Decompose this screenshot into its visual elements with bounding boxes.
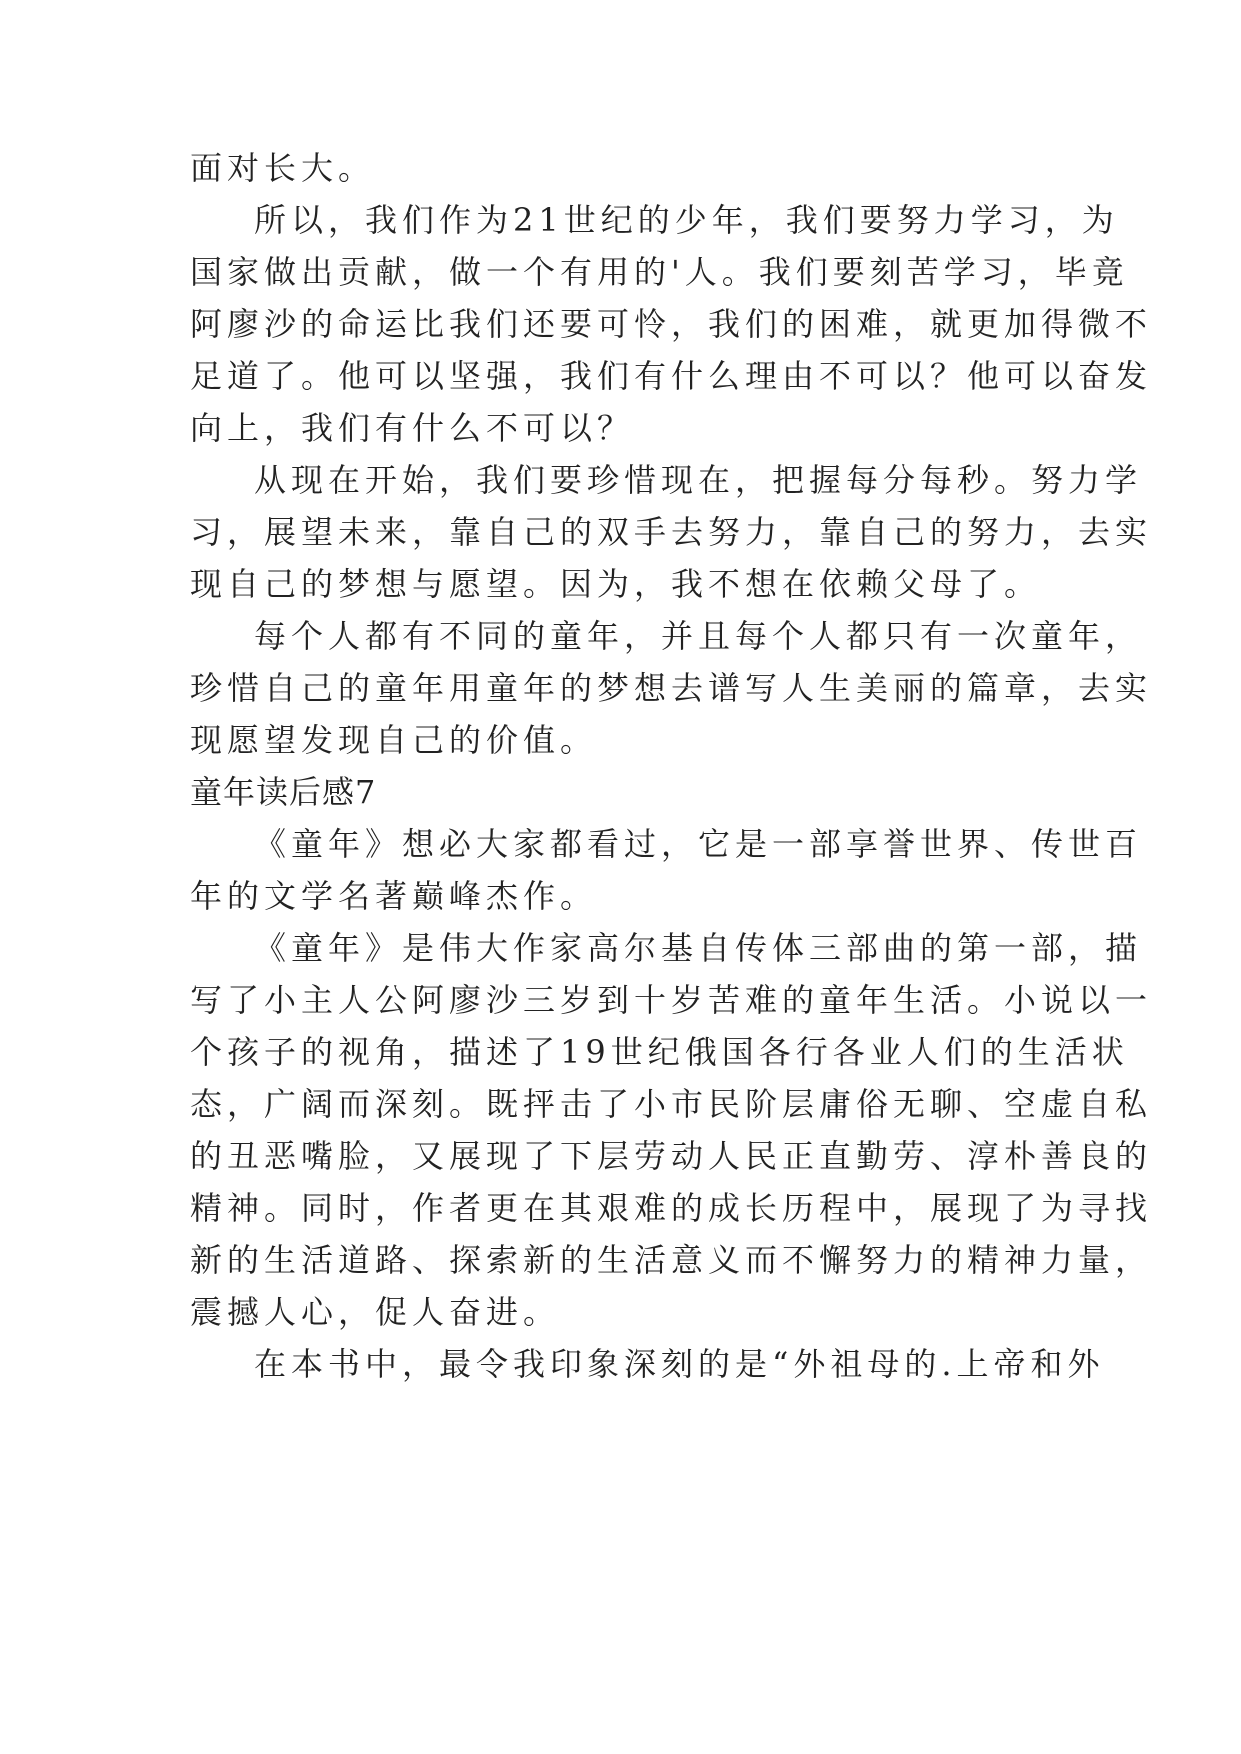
paragraph-start-line: 所以，我们作为21世纪的少年，我们要努力学习，为 [254, 201, 1119, 239]
text-line: 现愿望发现自己的价值。 [190, 721, 598, 759]
text-line: 精神。同时，作者更在其艰难的成长历程中，展现了为寻找 [190, 1189, 1153, 1227]
text-line: 震撼人心，促人奋进。 [190, 1293, 561, 1331]
paragraph-start-line: 从现在开始，我们要珍惜现在，把握每分每秒。努力学 [254, 461, 1143, 499]
text-line: 阿廖沙的命运比我们还要可怜，我们的困难，就更加得微不 [190, 305, 1153, 343]
text-line: 珍惜自己的童年用童年的梦想去谱写人生美丽的篇章，去实 [190, 669, 1153, 707]
paragraph-start-line: 《童年》是伟大作家高尔基自传体三部曲的第一部，描 [254, 929, 1143, 967]
text-line: 面对长大。 [190, 149, 376, 187]
paragraph-start-line: 在本书中，最令我印象深刻的是“外祖母的.上帝和外 [254, 1345, 1105, 1383]
text-line: 向上，我们有什么不可以？ [190, 409, 635, 447]
text-line: 习，展望未来，靠自己的双手去努力，靠自己的努力，去实 [190, 513, 1153, 551]
paragraph-start-line: 每个人都有不同的童年，并且每个人都只有一次童年， [254, 617, 1143, 655]
section-heading: 童年读后感7 [190, 773, 377, 811]
text-line: 新的生活道路、探索新的生活意义而不懈努力的精神力量， [190, 1241, 1153, 1279]
paragraph-start-line: 《童年》想必大家都看过，它是一部享誉世界、传世百 [254, 825, 1143, 863]
text-line: 足道了。他可以坚强，我们有什么理由不可以？他可以奋发 [190, 357, 1153, 395]
text-line: 写了小主人公阿廖沙三岁到十岁苦难的童年生活。小说以一 [190, 981, 1153, 1019]
text-line: 态，广阔而深刻。既抨击了小市民阶层庸俗无聊、空虚自私 [190, 1085, 1153, 1123]
text-line: 年的文学名著巅峰杰作。 [190, 877, 598, 915]
text-line: 的丑恶嘴脸，又展现了下层劳动人民正直勤劳、淳朴善良的 [190, 1137, 1153, 1175]
text-line: 个孩子的视角，描述了19世纪俄国各行各业人们的生活状 [190, 1033, 1129, 1071]
text-line: 现自己的梦想与愿望。因为，我不想在依赖父母了。 [190, 565, 1042, 603]
text-line: 国家做出贡献，做一个有用的'人。我们要刻苦学习，毕竟 [190, 253, 1129, 291]
